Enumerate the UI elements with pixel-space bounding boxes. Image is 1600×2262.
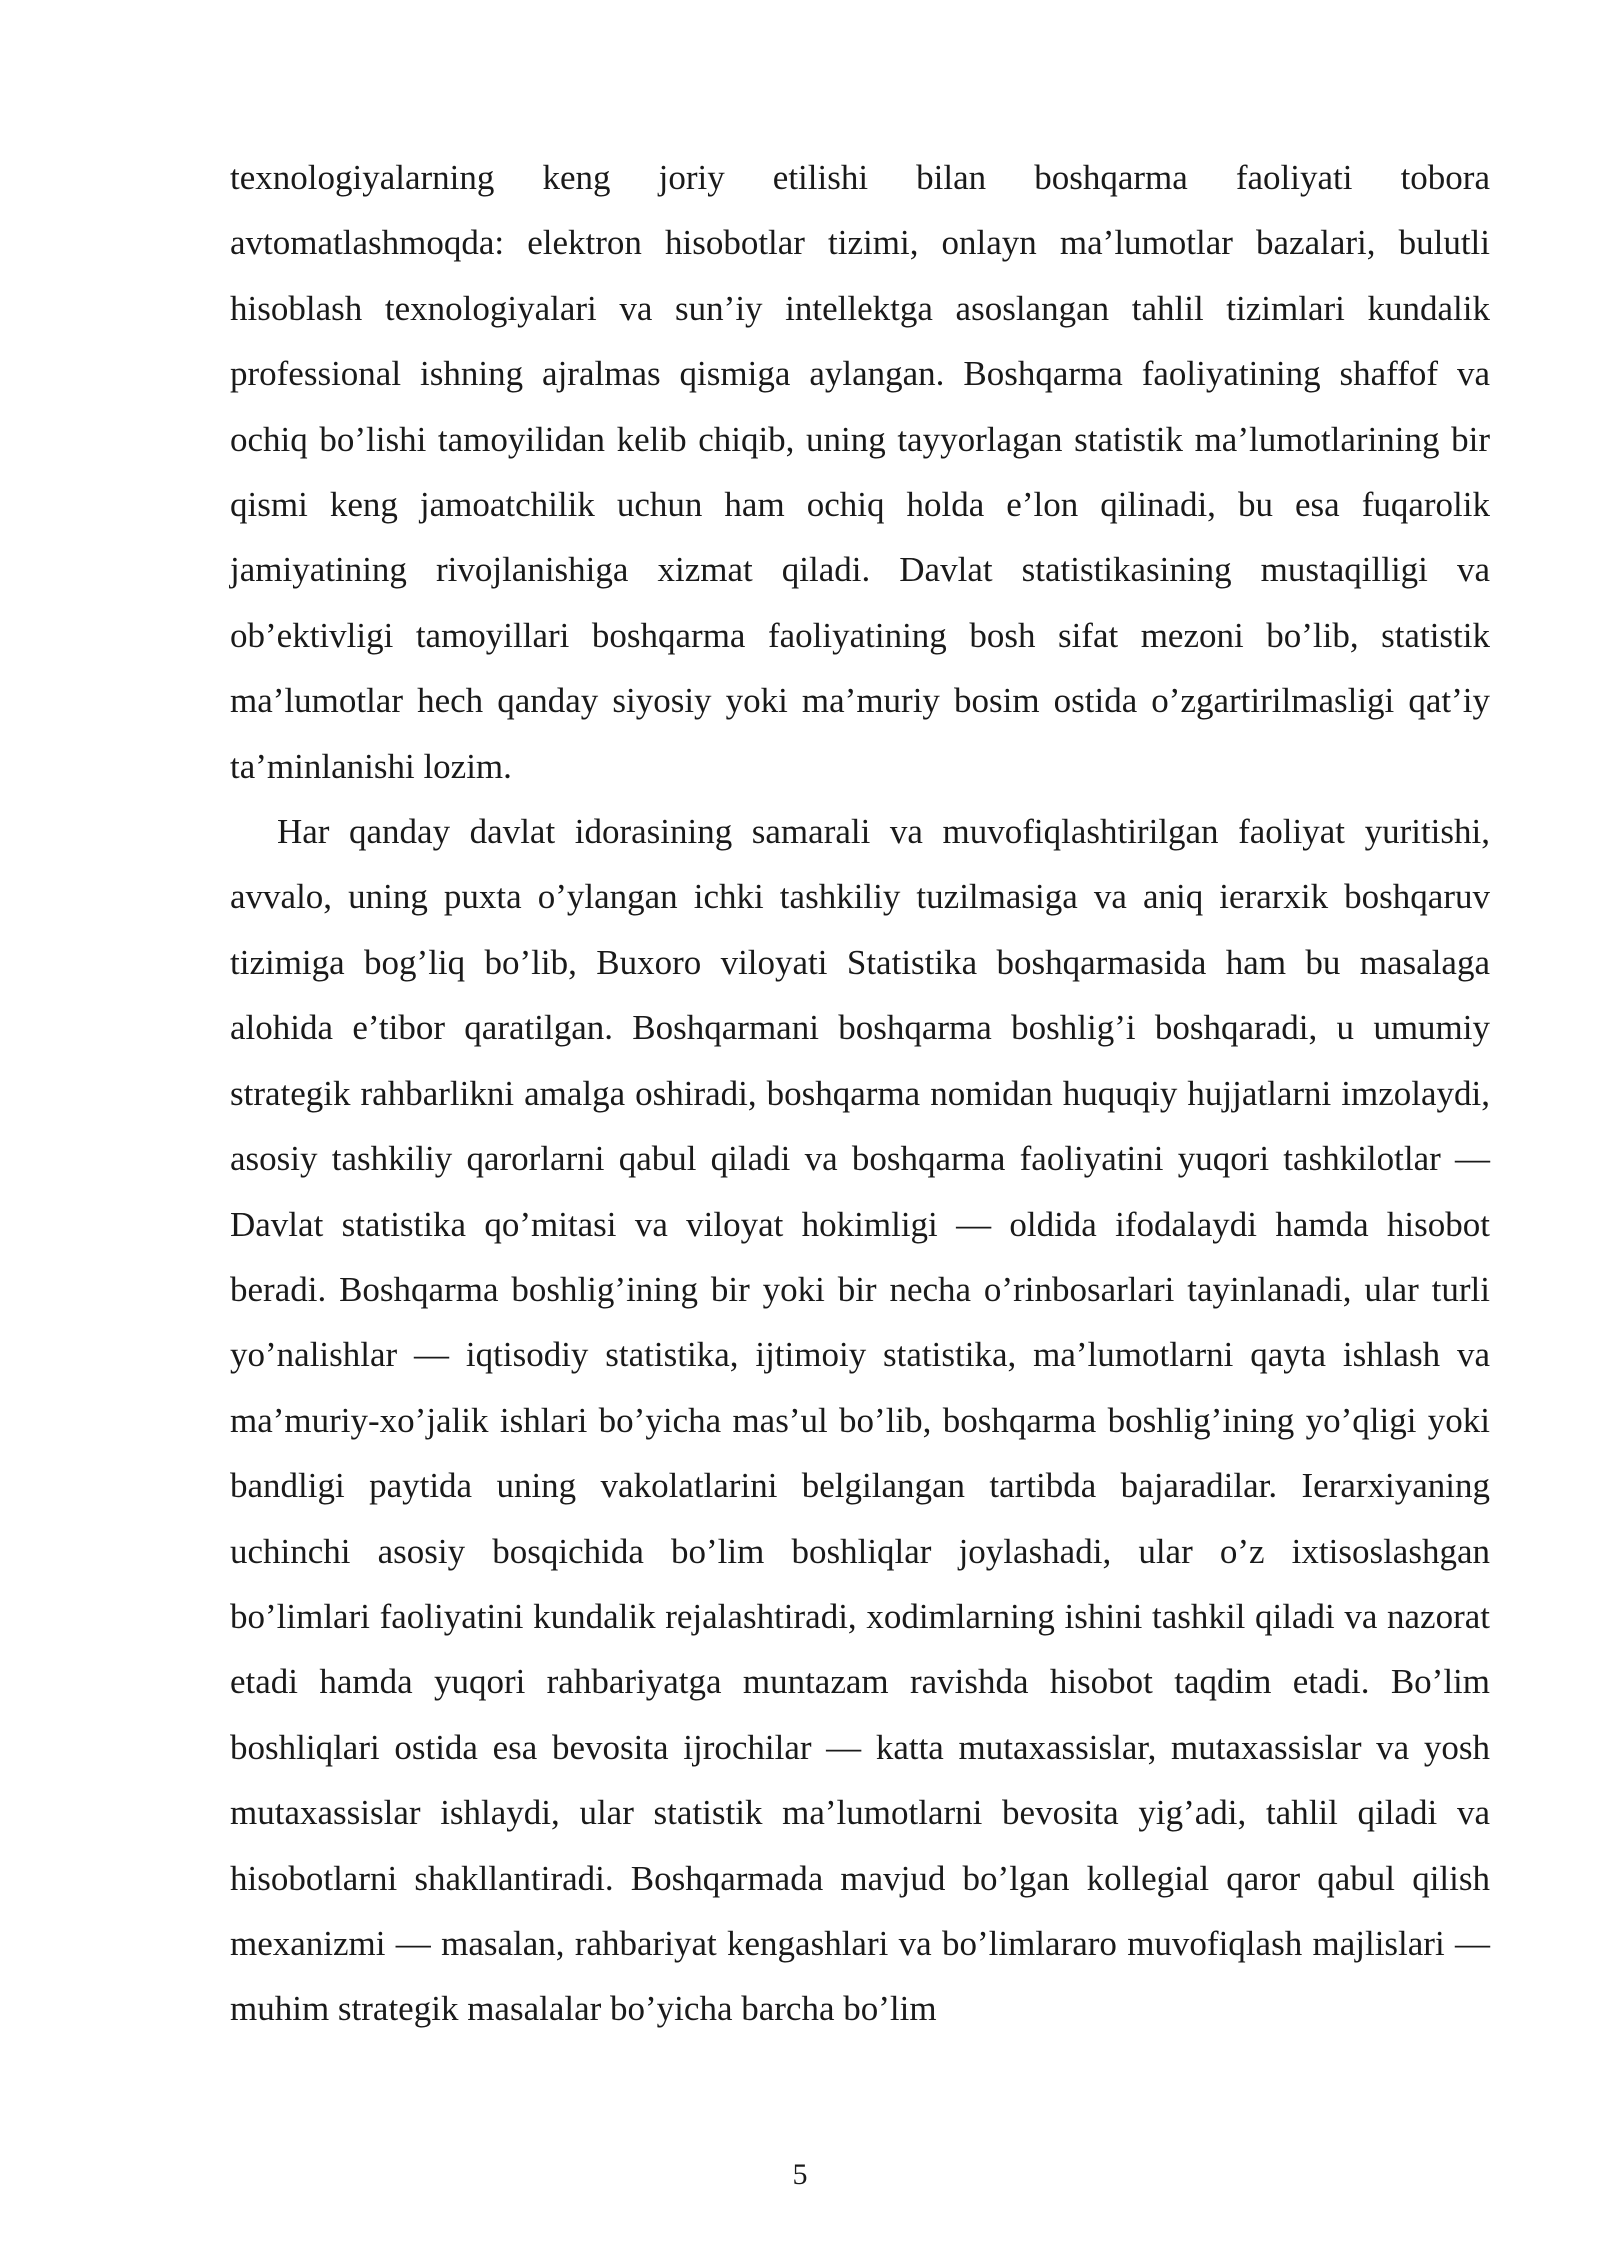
body-text (230, 145, 1490, 2042)
paragraph-organizational-structure: Har qanday davlat idorasining samarali va muvofiqlashtirilgan faoliyat yuritishi, avvalo, uning puxta o’ylangan ichki tashkiliy tuzilmasiga va aniq ierarxik boshqaruv tizimiga bog’liq bo’lib, Buxoro viloyati Statistika boshqarmasida ham bu masalaga alohida e’tibor qaratilgan. Boshqarmani boshqarma boshlig’i boshqaradi, u umumiy strategik rahbarlikni amalga oshiradi, boshqarma nomidan huquqiy hujjatlarni imzolaydi, asosiy tashkiliy qarorlarni qabul qiladi va boshqarma faoliyatini yuqori tashkilotlar — Davlat statistika qo’mitasi va viloyat hokimligi — oldida ifodalaydi hamda hisobot beradi. Boshqarma boshlig’ining bir yoki bir necha o’rinbosarlari tayinlanadi, ular turli yo’nalishlar — iqtisodiy statistika, ijtimoiy statistika, ma’lumotlarni qayta ishlash va ma’muriy-xo’jalik ishlari bo’yicha mas’ul bo’lib, boshqarma boshlig’ining yo’qligi yoki bandligi paytida uning vakolatlarini belgilangan tartibda bajaradilar. Ierarxiyaning uchinchi asosiy bosqichida bo’lim boshliqlar joylashadi, ular o’z ixtisoslashgan bo’limlari faoliyatini kundalik rejalashtiradi, xodimlarning ishini tashkil qiladi va nazorat etadi hamda yuqori rahbariyatga muntazam ravishda hisobot taqdim etadi. Bo’lim boshliqlari ostida esa bevosita ijrochilar — katta mutaxassislar, mutaxassislar va yosh mutaxassislar ishlaydi, ular statistik ma’lumotlarni bevosita yig’adi, tahlil qiladi va hisobotlarni shakllantiradi. Boshqarmada mavjud bo’lgan kollegial qaror qabul qilish mexanizmi — masalan, rahbariyat kengashlari va bo’limlararo muvofiqlash majlislari — muhim strategik masalalar bo’yicha barcha bo’lim (230, 812, 1490, 2029)
paragraph-continued: texnologiyalarning keng joriy etilishi bilan boshqarma faoliyati tobora avtomatlashmoqda: elektron hisobotlar tizimi, onlayn ma’lumotlar bazalari, bulutli hisoblash texnologiyalari va sun’iy intellektga asoslangan tahlil tizimlari kundalik professional ishning ajralmas qismiga aylangan. Boshqarma faoliyatining shaffof va ochiq bo’lishi tamoyilidan kelib chiqib, uning tayyorlagan statistik ma’lumotlarining bir qismi keng jamoatchilik uchun ham ochiq holda e’lon qilinadi, bu esa fuqarolik jamiyatining rivojlanishiga xizmat qiladi. Davlat statistikasining mustaqilligi va ob’ektivligi tamoyillari boshqarma faoliyatining bosh sifat mezoni bo’lib, statistik ma’lumotlar hech qanday siyosiy yoki ma’muriy bosim ostida o’zgartirilmasligi qat’iy ta’minlanishi lozim. (230, 158, 1490, 786)
page-number: 5 (792, 2158, 808, 2191)
